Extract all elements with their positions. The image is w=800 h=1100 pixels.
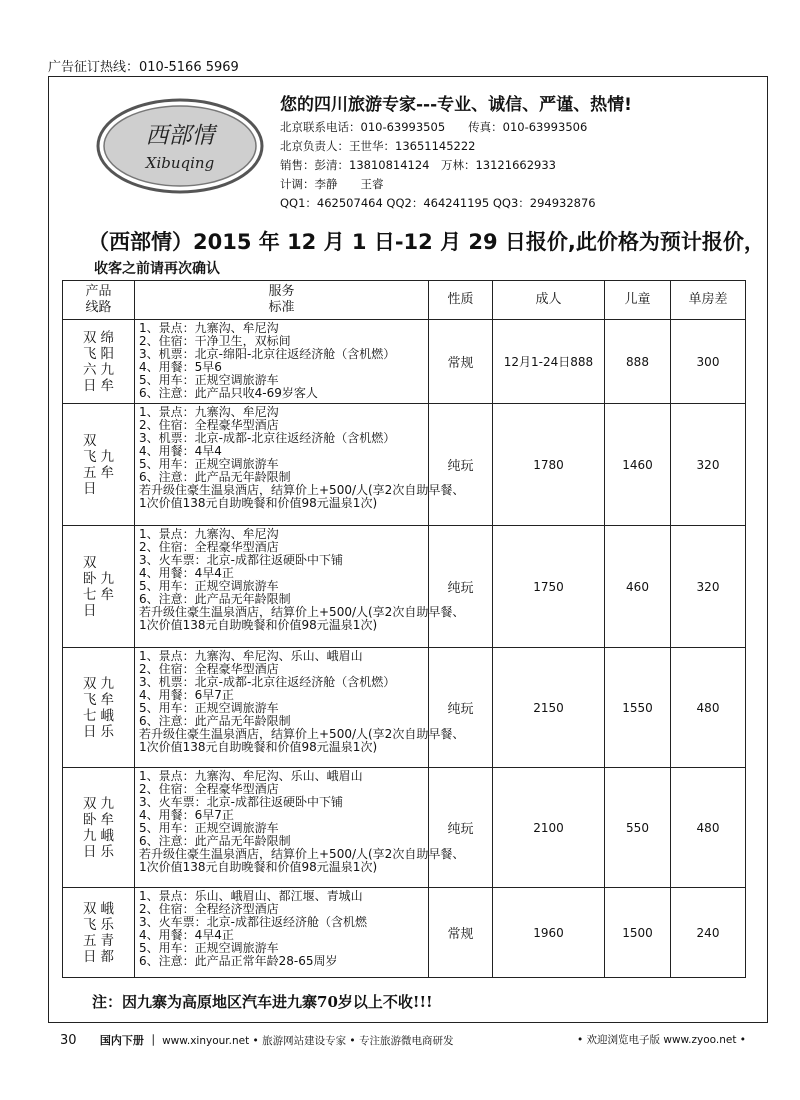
detail-line: 若升级住豪生温泉酒店，结算价上+500/人(享2次自助早餐、 — [139, 727, 465, 741]
detail-line: 1、景点：九寨沟、牟尼沟 — [139, 321, 279, 335]
logo-en: Xibuqing — [145, 154, 215, 172]
detail-line: 5、用车：正规空调旅游车 — [139, 579, 279, 593]
child-cell: 550 — [605, 768, 671, 888]
route-label: 双 飞 六 日 — [83, 329, 97, 394]
table-row — [63, 320, 746, 404]
contact-line: 计调：李静 王睿 — [280, 177, 384, 191]
detail-line: 5、用车：正规空调旅游车 — [139, 457, 279, 471]
route-cell — [63, 404, 135, 526]
adult-cell: 1750 — [493, 526, 605, 648]
table-row — [63, 404, 746, 526]
route-label: 双 卧 七 日 — [83, 554, 97, 619]
route-cell — [63, 320, 135, 404]
adult-cell: 12月1-24日888 — [493, 320, 605, 404]
detail-line: 1、景点：九寨沟、牟尼沟 — [139, 527, 279, 541]
service-details — [135, 320, 429, 404]
ad-hotline: 广告征订热线：010-5166 5969 — [48, 60, 239, 75]
detail-line: 1次价值138元自助晚餐和价值98元温泉1次) — [139, 860, 378, 874]
slogan: 您的四川旅游专家---专业、诚信、严谨、热情! — [280, 95, 632, 115]
detail-line: 若升级住豪生温泉酒店，结算价上+500/人(享2次自助早餐、 — [139, 605, 465, 619]
detail-line: 4、用餐：6早7正 — [139, 688, 234, 702]
detail-line: 6、注意：此产品无年龄限制 — [139, 470, 291, 484]
detail-line: 3、机票：北京-绵阳-北京往返经济舱（含机燃） — [139, 347, 396, 361]
footer-text: www.xinyour.net • 旅游网站建设专家 • 专注旅游微电商研发 — [162, 1035, 454, 1047]
table-header-row — [63, 281, 746, 320]
detail-line: 4、用餐：4早4正 — [139, 928, 234, 942]
adult-cell: 2150 — [493, 648, 605, 768]
route-label: 峨 乐 青 都 — [100, 900, 114, 965]
detail-line: 4、用餐：4早4正 — [139, 566, 234, 580]
child-cell: 1500 — [605, 888, 671, 978]
adult-cell: 2100 — [493, 768, 605, 888]
page-subtitle: 收客之前请再次确认 — [94, 261, 220, 277]
age-note: 注：因九寨为高原地区汽车进九寨70岁以上不收!!! — [92, 993, 433, 1011]
single-cell: 320 — [671, 404, 746, 526]
detail-line: 6、注意：此产品只收4-69岁客人 — [139, 386, 318, 400]
header-route: 产品 线路 — [63, 281, 135, 320]
header-standard: 服务 标准 — [135, 281, 429, 320]
child-cell: 1460 — [605, 404, 671, 526]
header-type: 性质 — [429, 281, 493, 320]
contact-line: 北京联系电话：010-63993505 传真：010-63993506 — [280, 120, 588, 134]
child-cell: 888 — [605, 320, 671, 404]
detail-line: 1、景点：九寨沟、牟尼沟、乐山、峨眉山 — [139, 769, 363, 783]
header-adult: 成人 — [493, 281, 605, 320]
detail-line: 1次价值138元自助晚餐和价值98元温泉1次) — [139, 740, 378, 754]
route-label: 九 牟 — [100, 570, 114, 603]
price-table — [62, 280, 746, 978]
route-label: 九 牟 — [100, 448, 114, 481]
detail-line: 3、机票：北京-成都-北京往返经济舱（含机燃） — [139, 675, 396, 689]
detail-line: 2、住宿：全程豪华型酒店 — [139, 418, 279, 432]
logo-cn: 西部情 — [145, 123, 215, 149]
contact-line: 销售：彭清：13810814124 万林：13121662933 — [280, 158, 556, 172]
route-cell — [63, 526, 135, 648]
page-number: 30 — [60, 1033, 77, 1048]
detail-line: 5、用车：正规空调旅游车 — [139, 941, 279, 955]
header-single: 单房差 — [671, 281, 746, 320]
detail-line: 5、用车：正规空调旅游车 — [139, 821, 279, 835]
section-label: 国内下册 ｜ — [99, 1034, 159, 1047]
child-cell: 460 — [605, 526, 671, 648]
detail-line: 2、住宿：全程经济型酒店 — [139, 902, 279, 916]
single-cell: 480 — [671, 648, 746, 768]
detail-line: 3、机票：北京-成都-北京往返经济舱（含机燃） — [139, 431, 396, 445]
route-label: 九 牟 峨 乐 — [100, 675, 114, 740]
detail-line: 1次价值138元自助晚餐和价值98元温泉1次) — [139, 496, 378, 510]
detail-line: 1、景点：九寨沟、牟尼沟、乐山、峨眉山 — [139, 649, 363, 663]
detail-line: 1、景点：乐山、峨眉山、都江堰、青城山 — [139, 889, 363, 903]
footer-left — [60, 1032, 453, 1048]
route-label: 双 卧 九 日 — [83, 795, 97, 860]
contact-line: 北京负责人：王世华：13651145222 — [280, 139, 476, 153]
type-cell: 纯玩 — [429, 404, 493, 526]
route-label: 绵 阳 九 牟 — [100, 329, 114, 394]
service-details — [135, 888, 429, 978]
contact-line: QQ1：462507464 QQ2：464241195 QQ3：294932876 — [280, 196, 596, 210]
type-cell: 常规 — [429, 320, 493, 404]
route-label: 双 飞 七 日 — [83, 675, 97, 740]
single-cell: 480 — [671, 768, 746, 888]
table-row — [63, 648, 746, 768]
detail-line: 若升级住豪生温泉酒店，结算价上+500/人(享2次自助早餐、 — [139, 483, 465, 497]
footer-right: • 欢迎浏览电子版 www.zyoo.net • — [577, 1034, 746, 1046]
type-cell: 常规 — [429, 888, 493, 978]
route-cell — [63, 768, 135, 888]
adult-cell: 1780 — [493, 404, 605, 526]
detail-line: 2、住宿：全程豪华型酒店 — [139, 540, 279, 554]
page-title: （西部情）2015 年 12 月 1 日-12 月 29 日报价,此价格为预计报价， — [88, 230, 765, 254]
route-cell — [63, 648, 135, 768]
company-logo — [94, 96, 266, 196]
detail-line: 若升级住豪生温泉酒店，结算价上+500/人(享2次自助早餐、 — [139, 847, 465, 861]
route-cell — [63, 888, 135, 978]
detail-line: 3、火车票：北京-成都往返经济舱（含机燃 — [139, 915, 367, 929]
single-cell: 240 — [671, 888, 746, 978]
detail-line: 1、景点：九寨沟、牟尼沟 — [139, 405, 279, 419]
detail-line: 4、用餐：5早6 — [139, 360, 222, 374]
detail-line: 2、住宿：全程豪华型酒店 — [139, 782, 279, 796]
header-child: 儿童 — [605, 281, 671, 320]
detail-line: 6、注意：此产品无年龄限制 — [139, 714, 291, 728]
detail-line: 2、住宿：干净卫生，双标间 — [139, 334, 291, 348]
detail-line: 5、用车：正规空调旅游车 — [139, 373, 279, 387]
contact-info — [280, 118, 596, 213]
detail-line: 4、用餐：6早7正 — [139, 808, 234, 822]
route-label: 双 飞 五 日 — [83, 432, 97, 497]
detail-line: 5、用车：正规空调旅游车 — [139, 701, 279, 715]
detail-line: 6、注意：此产品无年龄限制 — [139, 834, 291, 848]
table-row — [63, 768, 746, 888]
adult-cell: 1960 — [493, 888, 605, 978]
route-label: 九 牟 峨 乐 — [100, 795, 114, 860]
single-cell: 320 — [671, 526, 746, 648]
single-cell: 300 — [671, 320, 746, 404]
type-cell: 纯玩 — [429, 648, 493, 768]
detail-line: 4、用餐：4早4 — [139, 444, 222, 458]
table-row — [63, 888, 746, 978]
type-cell: 纯玩 — [429, 768, 493, 888]
detail-line: 2、住宿：全程豪华型酒店 — [139, 662, 279, 676]
detail-line: 1次价值138元自助晚餐和价值98元温泉1次) — [139, 618, 378, 632]
type-cell: 纯玩 — [429, 526, 493, 648]
detail-line: 6、注意：此产品无年龄限制 — [139, 592, 291, 606]
detail-line: 6、注意：此产品正常年龄28-65周岁 — [139, 954, 338, 968]
child-cell: 1550 — [605, 648, 671, 768]
detail-line: 3、火车票：北京-成都往返硬卧中下铺 — [139, 795, 343, 809]
detail-line: 3、火车票：北京-成都往返硬卧中下铺 — [139, 553, 343, 567]
route-label: 双 飞 五 日 — [83, 900, 97, 965]
table-row — [63, 526, 746, 648]
